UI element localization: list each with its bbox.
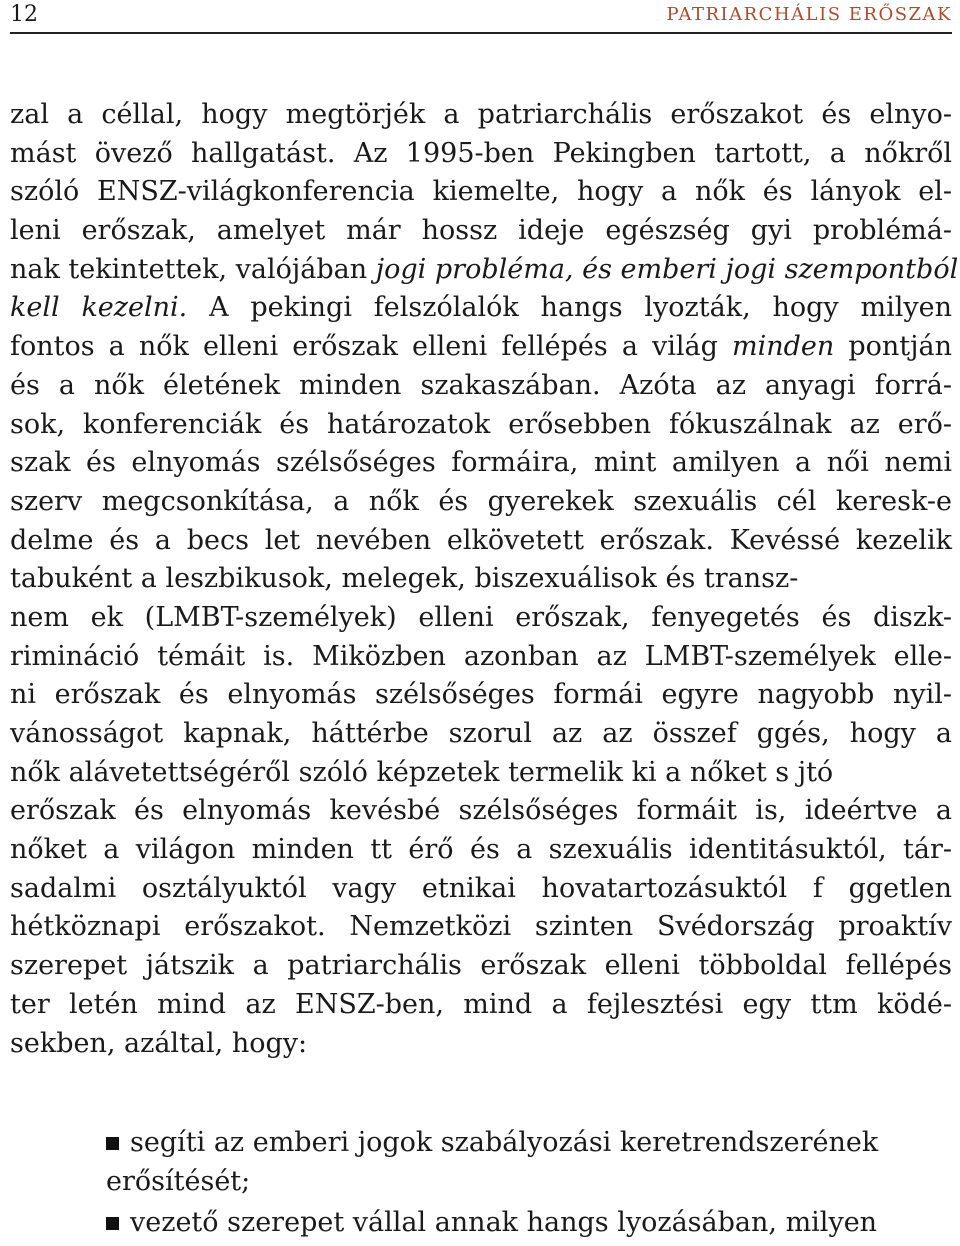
text-run: fontos a nők elleni erőszak elleni fellépés a világ [10,331,732,363]
bullet-text: segíti az emberi jogok szabályozási keretrendszerének [130,1127,879,1158]
square-bullet-icon [106,1137,119,1150]
page-number: 12 [10,2,38,27]
text-line: nőket a világon minden tt érő és a szexuális identitásuktól, tár- [10,834,952,866]
text-line [10,251,959,290]
text-line: szerepet játszik a patriarchális erőszak elleni többoldal fellépés [10,950,952,982]
text-line: rimináció témáit is. Miközben azonban az LMBT-személyek elle- [10,640,952,672]
italic-run: kell kezelni. [10,292,188,324]
bullet-line [10,1124,952,1163]
text-run: nak tekintettek, valójában [10,253,376,285]
italic-run: minden [732,331,835,363]
text-line: sok, konferenciák és határozatok erősebben fókuszálnak az erő- [10,408,952,440]
running-title: PATRIARCHÁLIS ERŐSZAK [666,4,952,25]
text-run: A pekingi felszólalók hangs lyozták, hogy milyen [187,292,952,324]
text-line: mást övező hallgatást. Az 1995-ben Pekingben tartott, a nőkről [10,137,952,169]
text-run: e [936,485,952,517]
page-header [10,0,952,34]
text-line: hétköznapi erőszakot. Nemzetközi szinten Svédország proaktív [10,911,952,943]
text-line: zal a céllal, hogy megtörjék a patriarchális erőszakot és elnyo- [10,99,952,130]
text-line: szak és elnyomás szélsőséges formáira, mint amilyen a női nemi [10,447,952,479]
text-line [10,289,952,328]
text-line: nők alávetettségéről szóló képzetek termelik ki a nőket s jtó [10,756,834,788]
text-line: sekben, azáltal, hogy: [10,1027,308,1059]
text-line: sadalmi osztályuktól vagy etnikai hovatartozásuktól f ggetlen [10,872,952,904]
text-run: szerv megcsonkítása, a nők és gyerekek szexuális cél keresk- [10,485,937,517]
text-line: delme és a becs let nevében elkövetett erőszak. Kevéssé kezelik [10,524,952,556]
text-line: ter letén mind az ENSZ-ben, mind a fejlesztési egy ttm ködé- [10,988,952,1020]
text-line [10,328,952,367]
text-line: és a nők életének minden szakaszában. Azóta az anyagi forrá- [10,369,952,401]
body-paragraph [10,96,959,1063]
bullet-line [10,1163,952,1202]
italic-run: jogi probléma, és emberi jogi szempontból [375,253,959,285]
text-line: leni erőszak, amelyet már hossz ideje egészség gyi problémá- [10,215,952,247]
text-line [10,483,952,522]
text-line: tabuként a leszbikusok, melegek, biszexuálisok és transz- [10,563,799,595]
text-run: pontján [834,331,953,363]
square-bullet-icon [106,1217,119,1230]
bullet-line [10,1204,952,1243]
bullet-text: vezető szerepet vállal annak hangs lyozásában, milyen [130,1207,878,1238]
bullet-text: erősítését; [106,1165,251,1197]
text-line: ni erőszak és elnyomás szélsőséges formái egyre nagyobb nyil- [10,679,952,711]
text-line: vánosságot kapnak, háttérbe szorul az az összef ggés, hogy a [10,718,952,749]
bullet-item [10,1124,952,1201]
text-line: szóló ENSZ-világkonferencia kiemelte, hogy a nők és lányok el- [10,176,952,208]
text-line: erőszak és elnyomás kevésbé szélsőséges formáit is, ideértve a [10,795,952,827]
bullet-item [10,1204,952,1243]
text-line: nem ek (LMBT-személyek) elleni erőszak, fenyegetés és diszk- [10,601,952,633]
